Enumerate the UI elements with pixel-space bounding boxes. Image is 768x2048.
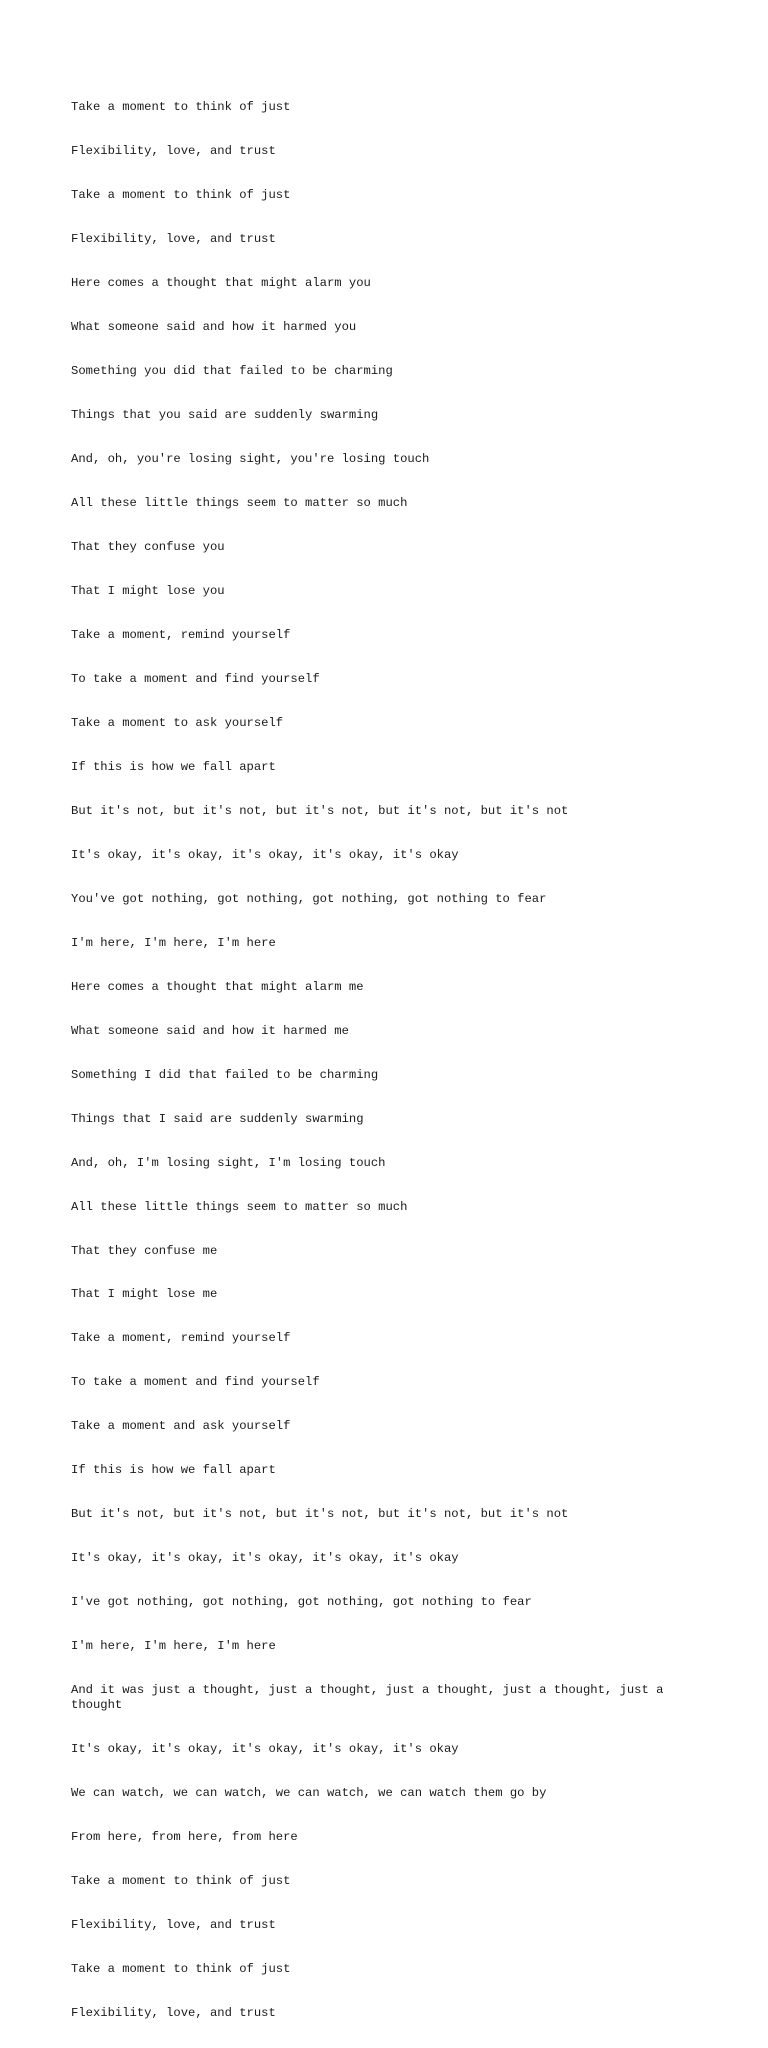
lyric-line: I've got nothing, got nothing, got nothing, got nothing to fear xyxy=(71,1595,532,1610)
lyric-line: That I might lose you xyxy=(71,583,225,598)
lyric-line: And, oh, you're losing sight, you're losing touch xyxy=(71,452,430,467)
lyric-line: Things that I said are suddenly swarming xyxy=(71,1111,364,1126)
lyric-line: Take a moment to think of just xyxy=(71,1961,291,1976)
lyric-line: That they confuse you xyxy=(71,540,225,554)
lyric-line: All these little things seem to matter so much xyxy=(71,496,408,511)
lyric-line: Here comes a thought that might alarm you xyxy=(71,276,371,291)
lyric-line: It's okay, it's okay, it's okay, it's okay, it's okay xyxy=(71,847,459,862)
lyric-line: Take a moment to think of just xyxy=(71,188,291,203)
lyric-line: If this is how we fall apart xyxy=(71,759,276,774)
lyric-line: And it was just a thought, just a thought, just a thought, just a thought, just a thought xyxy=(71,1683,671,1712)
lyric-line: But it's not, but it's not, but it's not, but it's not, but it's not xyxy=(71,803,569,818)
lyric-line: But it's not, but it's not, but it's not, but it's not, but it's not xyxy=(71,1507,569,1522)
lyric-line: Something you did that failed to be charming xyxy=(71,364,393,379)
lyric-line: If this is how we fall apart xyxy=(71,1463,276,1478)
lyric-line: Take a moment and ask yourself xyxy=(71,1419,291,1434)
lyric-line: Flexibility, love, and trust xyxy=(71,232,276,247)
lyrics-text-block xyxy=(71,71,691,2048)
lyric-line: Take a moment, remind yourself xyxy=(71,627,291,642)
lyric-line: What someone said and how it harmed me xyxy=(71,1023,349,1038)
lyric-line: From here, from here, from here xyxy=(71,1829,298,1844)
lyric-line: We can watch, we can watch, we can watch, we can watch them go by xyxy=(71,1785,547,1800)
lyric-line: What someone said and how it harmed you xyxy=(71,320,357,335)
lyric-line: And, oh, I'm losing sight, I'm losing touch xyxy=(71,1155,386,1170)
lyric-line: Things that you said are suddenly swarming xyxy=(71,408,379,423)
lyric-line: That they confuse me xyxy=(71,1243,218,1258)
lyric-line: Take a moment to ask yourself xyxy=(71,715,284,730)
lyric-line: Flexibility, love, and trust xyxy=(71,1917,276,1932)
lyric-line: All these little things seem to matter so much xyxy=(71,1199,408,1214)
lyric-line: That I might lose me xyxy=(71,1287,218,1302)
lyric-line: Take a moment to think of just xyxy=(71,100,291,115)
lyric-line: Take a moment to think of just xyxy=(71,1873,291,1888)
lyric-line: I'm here, I'm here, I'm here xyxy=(71,935,276,950)
lyric-line: Flexibility, love, and trust xyxy=(71,2005,276,2020)
lyric-line: Flexibility, love, and trust xyxy=(71,144,276,159)
lyric-line: Here comes a thought that might alarm me xyxy=(71,979,364,994)
lyric-line: It's okay, it's okay, it's okay, it's okay, it's okay xyxy=(71,1551,459,1566)
lyric-line: Take a moment, remind yourself xyxy=(71,1331,291,1346)
lyric-line: To take a moment and find yourself xyxy=(71,671,320,686)
lyric-line: It's okay, it's okay, it's okay, it's okay, it's okay xyxy=(71,1741,459,1756)
lyric-line: I'm here, I'm here, I'm here xyxy=(71,1639,276,1654)
lyric-line: Something I did that failed to be charming xyxy=(71,1067,379,1082)
lyric-line: You've got nothing, got nothing, got nothing, got nothing to fear xyxy=(71,891,547,906)
lyric-line: To take a moment and find yourself xyxy=(71,1375,320,1390)
